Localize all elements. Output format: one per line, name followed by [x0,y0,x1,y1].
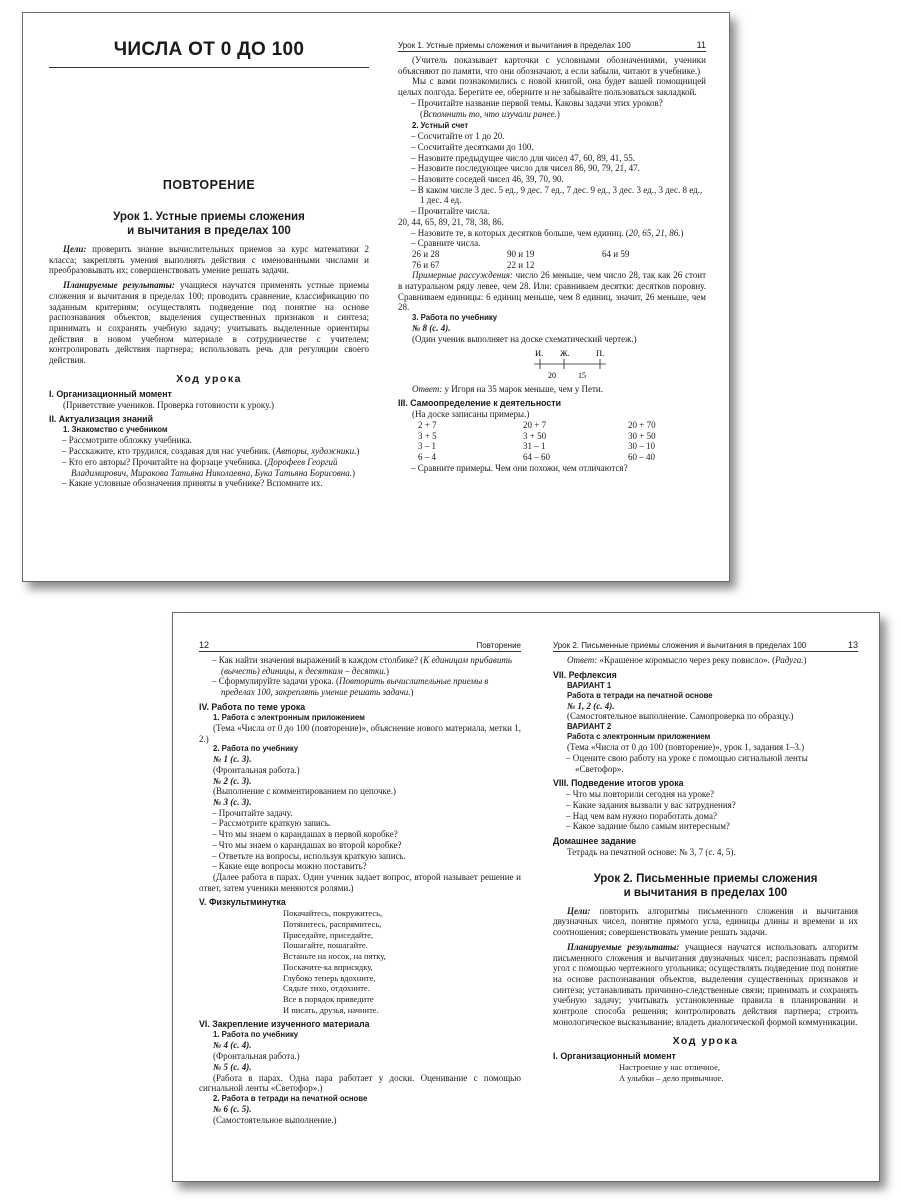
task-number: № 8 (с. 4). [412,323,451,334]
task-note: (Тема «Числа от 0 до 100 (повторение)», урок 1, задания 1–3.) [567,742,805,753]
results-label: Планируемые результаты: [63,280,175,291]
page-left-top [49,13,369,581]
section-heading-1: I. Организационный момент [49,388,172,399]
table-cell: 76 и 67 [412,259,440,270]
page-number: 13 [847,640,858,650]
table-cell: 30 + 50 [628,430,656,441]
reasoning-text: число 26 меньше, чем число 28, так как 26 стоит в натуральном ряду левее, чем 28. Или: сравниваем десятки: десятков поровну. Сравниваем единицы: 6 единиц меньше, чем 8 единиц, значит, 26 меньше, чем 28. [398,270,706,313]
diagram-value-1: 20 [548,370,556,380]
section-title: ПОВТОРЕНИЕ [162,178,256,192]
list-item: – Прочитайте задачу. [199,808,521,819]
paragraph: (Тема «Числа от 0 до 100 (повторение)», объяснение нового материала, метки 1, 2.) [199,722,521,744]
lesson-title-line-1: Урок 2. Письменные приемы сложения [593,872,818,885]
poem-line: Все в порядок приведите [283,993,374,1004]
task-number: № 1 (с. 3). [213,754,252,765]
list-item: – Сравните примеры. Чем они похожи, чем отличаются? [398,463,706,474]
running-header-title: Повторение [476,641,521,650]
summary-questions [553,789,858,832]
list-item: – Рассмотрите краткую запись. [199,818,521,829]
oral-count-list [398,131,706,217]
diagram-svg [398,346,706,382]
results-paragraph: Планируемые результаты: учащиеся научатся использовать алгоритм письменного сложения и вычитания двузначных чисел; распознавать прямой угол с помощью чертежного угольника; осуществлять подведение под понятие на основе распознавания объектов, выделения существенных признаков и синтеза; устанавливать причинно-следственные связи; принимать и сохранять учебную задачу; учитывать установленные правила в планировании и контроле способа решения; контролировать действия партнера; строить монологическое высказывание; владеть диалогической формой коммуникации. [553,941,858,1027]
section-heading-3: III. Самоопределение к деятельности [398,398,562,409]
subsection-heading: 3. Работа по учебнику [412,313,498,323]
task-note: (Фронтальная работа.) [213,764,300,775]
running-header [398,40,706,52]
section-1-text: (Приветствие учеников. Проверка готовности к уроку.) [63,399,274,410]
list-item: – Сосчитайте десятками до 100. [398,142,706,153]
table-cell: 60 – 40 [628,452,655,463]
goals-label: Цели: [63,244,87,254]
task-note: (Выполнение с комментированием по цепочке.) [213,786,396,797]
running-header [553,640,858,652]
course-heading: Ход урока [176,372,242,385]
number-line-diagram [398,346,706,382]
task-note: (Самостоятельное выполнение. Самопроверка по образцу.) [567,711,794,722]
answer-text: у Игоря на 35 марок меньше, чем у Пети. [444,383,603,394]
diagram-value-2: 15 [578,370,586,380]
lesson-title [49,210,369,238]
answer-line: Ответ: «Крашеное коромысло через реку повисло». (Радуга.) [567,655,807,665]
lesson-title-line-1: Урок 1. Устные приемы сложения [113,211,305,223]
poem-line: А улыбки – дело привычное. [619,1073,724,1084]
list-item: – Оцените свою работу на уроке с помощью сигнальной ленты «Светофор». [553,753,858,774]
paragraph: Мы с вами познакомились с новой книгой, она будет вашей помощницей целых полгода. Берегите ее, оберните и не забывайте пользоваться закладкой. [398,76,706,98]
lesson-title [553,872,858,900]
results-paragraph [49,280,369,366]
lesson-title-line-2: и вычитания в пределах 100 [623,886,788,899]
task-number: № 1, 2 (с. 4). [567,700,615,711]
paragraph: (Учитель показывает карточки с условными обозначениями, ученики объясняют по памяти, что они обозначают, а если забыли, читают в учебнике.) [398,55,706,76]
section-heading-2: II. Актуализация знаний [49,414,153,425]
poem-line: И писать, друзья, начните. [283,1004,379,1015]
goals-paragraph [49,244,369,276]
book-spread-top [22,12,730,582]
list-item: – Как найти значения выражений в каждом столбике? (К единицам прибавить (вычесть) единицы, к десяткам – десятки.) [199,655,521,676]
subsection-heading: 2. Работа в тетради на печатной основе [213,1093,368,1103]
table-cell: 30 – 10 [628,441,655,452]
task-note: (Самостоятельное выполнение.) [213,1114,337,1125]
table-cell: 90 и 19 [507,248,535,259]
poem-line: Глубоко теперь вдохните, [283,972,376,983]
table-cell: 22 и 12 [507,259,535,270]
list-item: – Назовите соседей чисел 46, 39, 70, 90. [398,174,706,185]
diagram-label-zh: Ж. [560,347,570,358]
task-number: № 5 (с. 4). [213,1061,252,1072]
running-header-title: Урок 1. Устные приемы сложения и вычитания в пределах 100 [398,41,631,50]
list-item: – Назовите те, в которых десятков больше, чем единиц. (20, 65, 21, 86.) [398,228,706,239]
table-cell: 3 – 1 [418,441,436,452]
section-heading-5: V. Физкультминутка [199,897,286,908]
section-heading-1: I. Организационный момент [553,1051,676,1062]
examples-table [398,420,706,463]
list-item: – Прочитайте числа. [398,206,706,217]
page-number: 12 [199,640,210,650]
list-item: – Какие условные обозначения приняты в учебнике? Вспомните их. [49,478,369,489]
section-heading-8: VIII. Подведение итогов урока [553,778,684,789]
goals-text: проверить знание вычислительных приемов за курс математики 2 класса; закреплять умения выполнять действия с именованными числами и преобразовывать их; совершенствовать умение решать задачи. [49,244,369,276]
greeting-poem [553,1062,858,1083]
page-left-bottom [199,613,521,1181]
poem-line: Покачайтесь, покружитесь, [283,908,383,919]
exercise-poem [199,908,521,1015]
poem-line: Поскачите-ка вприсядку, [283,961,373,972]
list-item: – Прочитайте название первой темы. Каковы задачи этих уроков? (Вспомнить то, что изучали ранее.) [398,98,706,119]
answer-line [398,384,706,395]
list-item: – Сформулируйте задачи урока. (Повторить вычислительные приемы в пределах 100, закреплять умение решать задачи.) [199,676,521,697]
table-cell: 64 и 59 [602,248,630,259]
section-heading-7: VII. Рефлексия [553,669,617,680]
subsection-heading: 1. Работа с электронным приложением [213,712,365,722]
poem-line: Пошагайте, пошагайте. [283,940,368,951]
list-item: – Рассмотрите обложку учебника. [49,435,369,446]
page-number: 11 [696,40,706,50]
variant-heading: ВАРИАНТ 2 [567,722,612,732]
task-number: № 3 (с. 3). [213,797,252,808]
board-note: (На доске записаны примеры.) [412,409,530,420]
list-item: – Назовите последующее число для чисел 86, 90, 79, 21, 47. [398,163,706,174]
diagram-label-i: И. [535,347,544,358]
book-title: ЧИСЛА ОТ 0 ДО 100 [49,39,369,68]
list-item: – Что мы знаем о карандашах в первой коробке? [199,829,521,840]
poem-line: Сядьте тихо, отдохните. [283,983,370,994]
pairs-paragraph: (Далее работа в парах. Один ученик задает вопрос, второй называет решение и ответ, затем ученики меняются ролями.) [199,871,521,893]
list-item: – Расскажите, кто трудился, создавая для нас учебник. (Авторы, художники.) [49,446,369,457]
list-item: – Ответьте на вопросы, используя краткую запись. [199,851,521,862]
table-cell: 3 + 50 [523,430,547,441]
subsection-heading: 1. Работа по учебнику [213,1030,299,1040]
task-note: (Фронтальная работа.) [213,1051,300,1062]
subsection-heading: 1. Знакомство с учебником [63,425,168,435]
lesson-title-line-2: и вычитания в пределах 100 [127,225,291,237]
table-cell: 3 + 5 [418,430,437,441]
subsection-heading: 2. Работа по учебнику [213,744,299,754]
task-note: (Один ученик выполняет на доске схематический чертеж.) [412,333,637,344]
list-item: – Сосчитайте от 1 до 20. [398,131,706,142]
reasoning-label: Примерные рассуждения: [412,270,513,281]
book-spread-bottom [172,612,880,1182]
course-heading: Ход урока [672,1035,739,1048]
table-cell: 2 + 7 [418,419,437,430]
section-heading-4: IV. Работа по теме урока [199,701,306,712]
task-number: № 6 (с. 5). [213,1103,252,1114]
table-cell: 20 + 7 [523,419,547,430]
compare-table [398,249,706,270]
task-3-questions [199,808,521,872]
poem-line: Потянитесь, распрямитесь, [283,919,382,930]
page-right-bottom [553,613,858,1181]
homework-heading: Домашнее задание [553,836,637,847]
reasoning-paragraph [398,270,706,313]
list-item: – Что мы знаем о карандашах во второй коробке? [199,840,521,851]
list-item: – Какие задания вызвали у вас затруднения? [553,800,858,811]
homework-text: Тетрадь на печатной основе: № 3, 7 (с. 4, 5). [567,847,736,858]
table-cell: 20 + 70 [628,419,656,430]
task-note: (Работа в парах. Одна пара работает у доски. Оценивание с помощью сигнальной ленты «Светофор».) [199,1072,521,1094]
results-text: учащиеся научатся применять устные приемы сложения и вычитания в пределах 100; проводить сравнение, классификацию по заданным критериям; осуществлять подведение под понятие на основе распознавания объектов, выделения существенных признаков и синтеза; принимать и сохранять учебную задачу; учитывать выделенные ориентиры действия в новом учебном материале в сотрудничестве с учителем; контролировать действия партнера; использовать речь для регуляции своего действия. [49,280,369,366]
list-item: – Что мы повторили сегодня на уроке? [553,789,858,800]
table-cell: 64 – 60 [523,452,550,463]
goals-paragraph: Цели: повторить алгоритмы письменного сложения и вычитания двузначных чисел, понятие прямого угла, единицы длины и времени и их соотношения; совершенствовать умение решать задачи. [553,905,858,938]
table-cell: 26 и 28 [412,248,440,259]
poem-line: Встаньте на носок, на пятку, [283,951,386,962]
poem-line: Настроение у нас отличное, [619,1062,720,1073]
table-cell: 6 – 4 [418,452,436,463]
subsection-heading: 2. Устный счет [412,121,469,131]
list-item: – Кто его авторы? Прочитайте на форзаце учебника. (Дорофеев Георгий Владимирович, Миракова Татьяна Николаевна, Бука Татьяна Борисовна.) [49,457,369,478]
subsection-heading: Работа в тетради на печатной основе [567,690,713,700]
subsection-heading: Работа с электронным приложением [567,732,711,742]
poem-line: Приседайте, приседайте, [283,929,374,940]
section-heading-6: VI. Закрепление изученного материала [199,1019,370,1030]
running-header [199,640,521,652]
numbers-line: 20, 44, 65, 89, 21, 78, 38, 86. [398,216,504,227]
table-cell [602,260,697,271]
task-number: № 2 (с. 3). [213,775,252,786]
list-item: – В каком числе 3 дес. 5 ед., 9 дес. 7 ед., 7 дес. 9 ед., 3 дес. 3 ед., 3 дес. 8 ед., 1 дес. 4 ед. [398,185,706,206]
diagram-label-p: П. [596,347,605,358]
variant-heading: ВАРИАНТ 1 [567,680,612,690]
list-item: – Какие еще вопросы можно поставить? [199,861,521,872]
list-item: – Над чем вам нужно поработать дома? [553,811,858,822]
list-item: – Какое задание было самым интересным? [553,821,858,832]
task-number: № 4 (с. 4). [213,1040,252,1051]
list-item: – Сравните числа. [398,238,706,249]
running-header-title: Урок 2. Письменные приемы сложения и вычитания в пределах 100 [553,641,807,650]
table-cell: 31 – 1 [523,441,546,452]
page-right-top [398,13,706,581]
answer-label: Ответ: [412,383,443,394]
list-item: – Назовите предыдущее число для чисел 47, 60, 89, 41, 55. [398,153,706,164]
